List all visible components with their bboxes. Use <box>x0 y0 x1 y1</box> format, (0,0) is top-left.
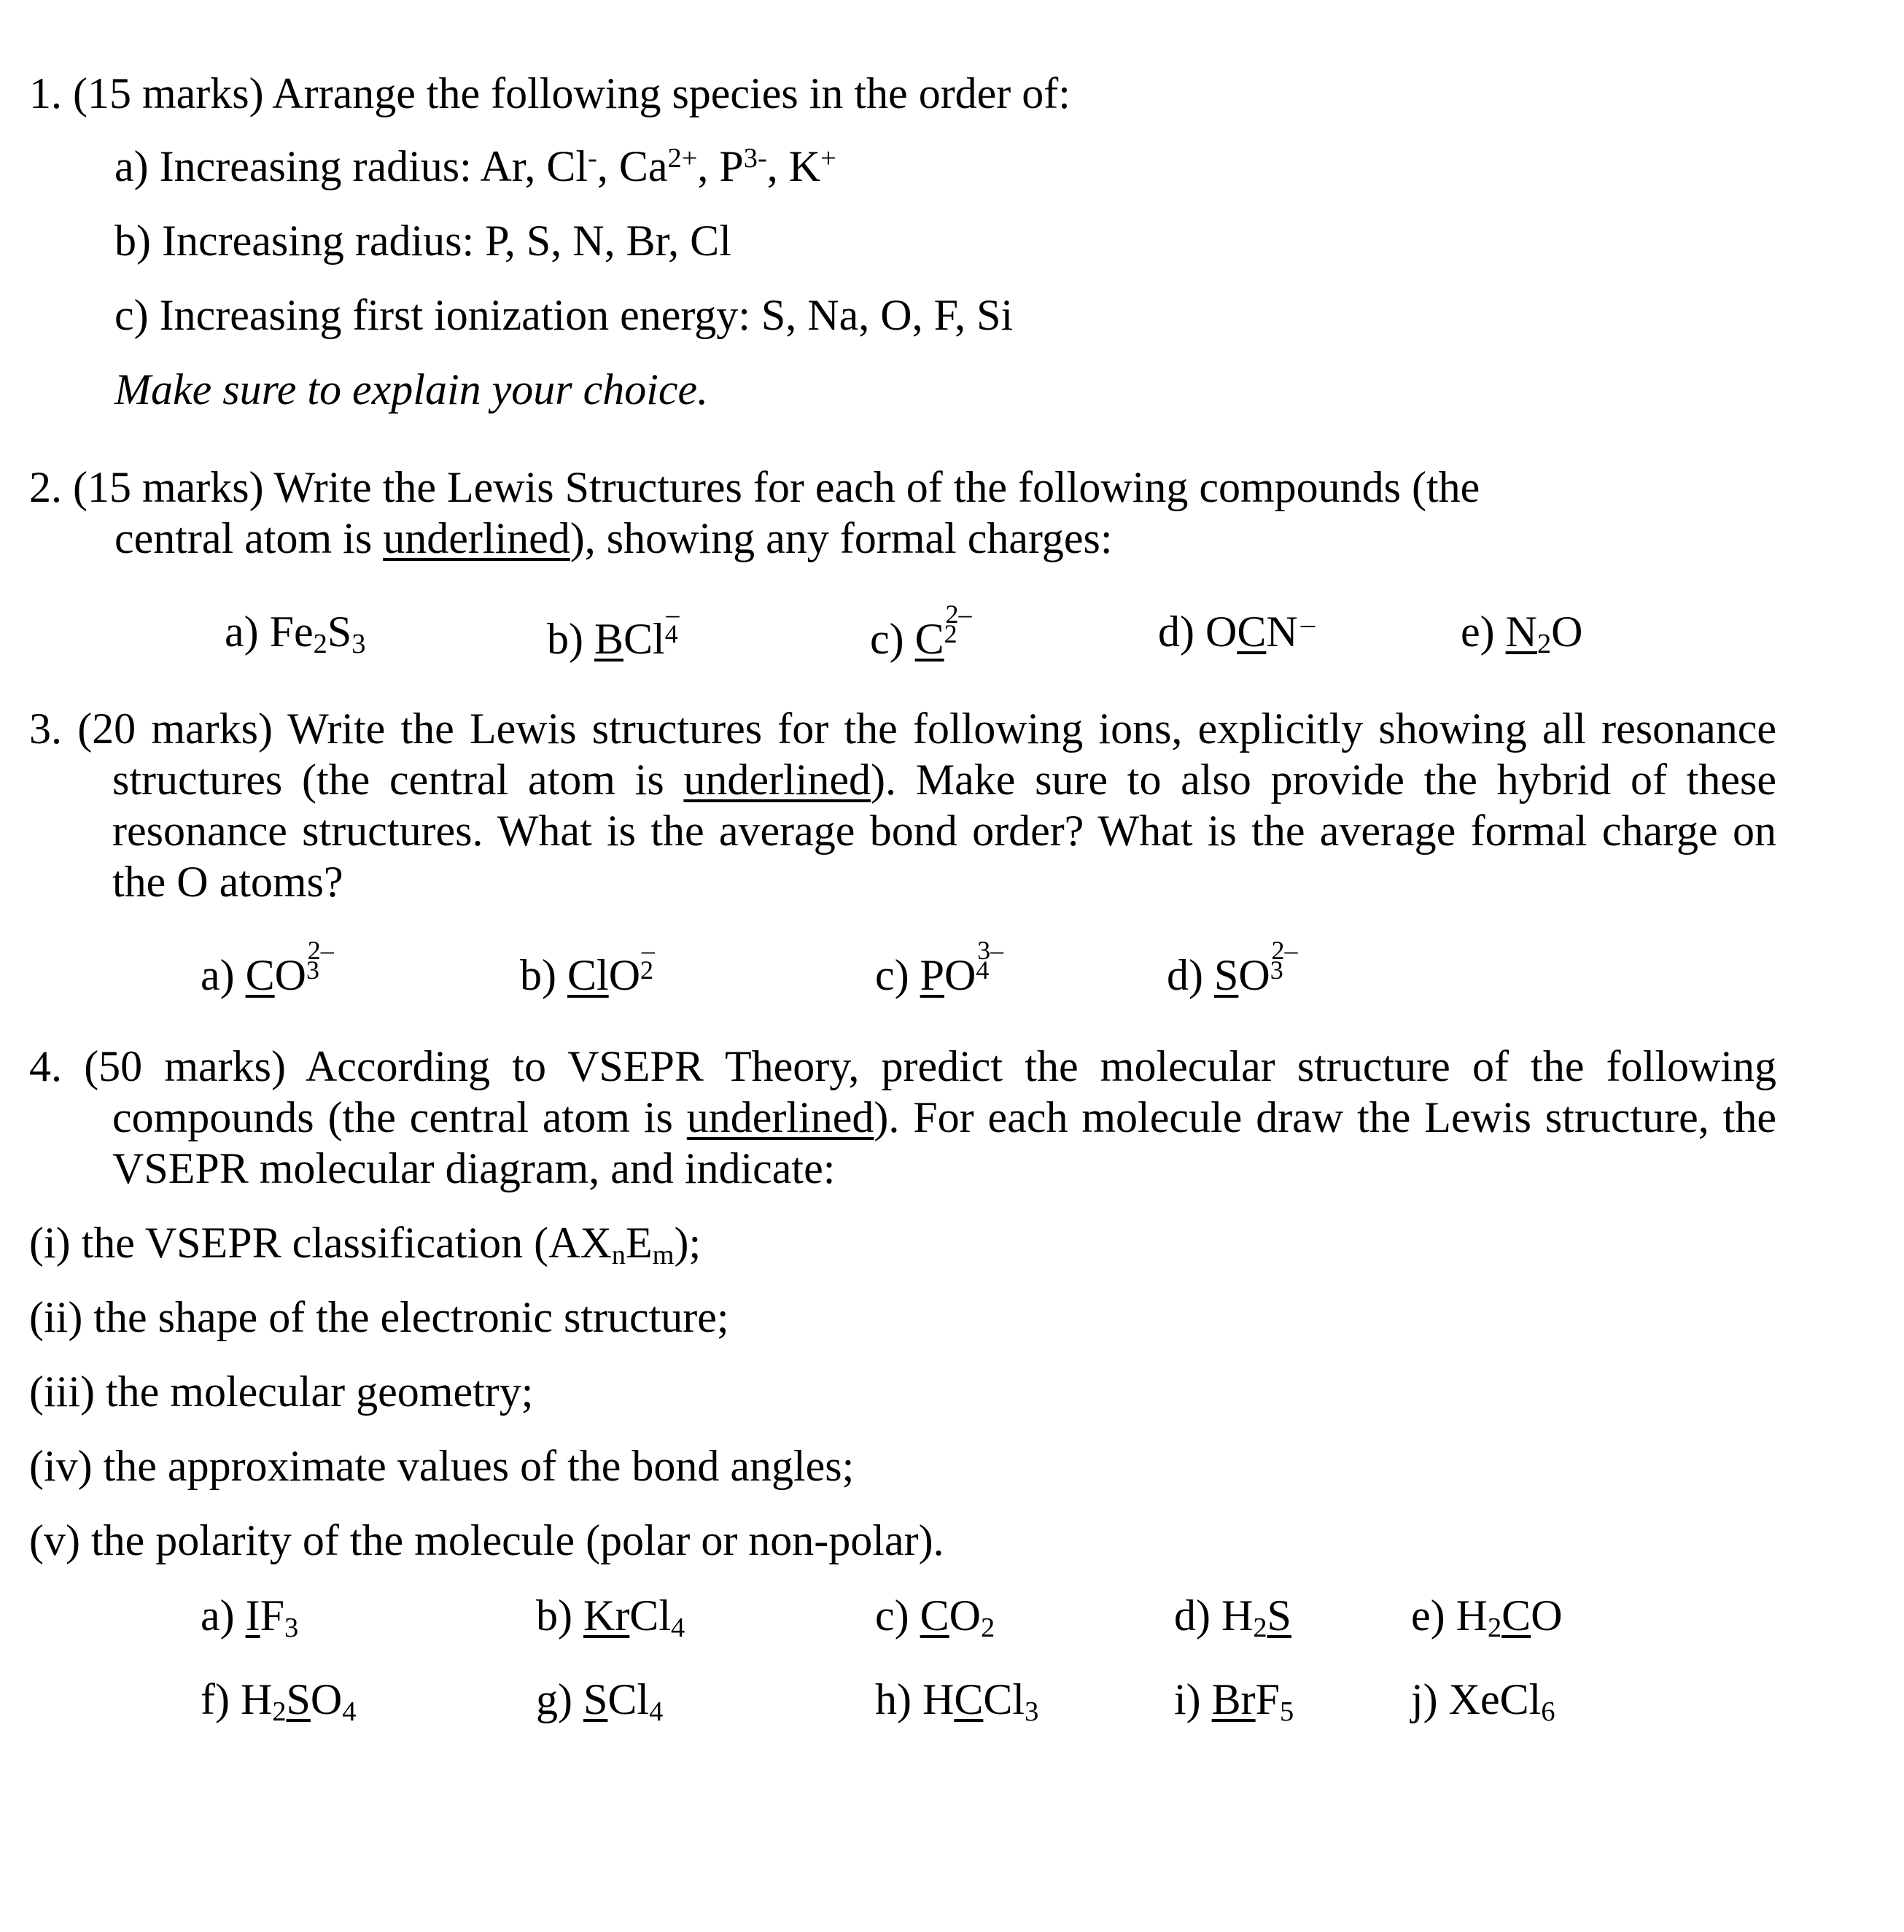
q3-item-a: a) CO 2– 3 <box>201 935 334 999</box>
q4-point-iv: (iv) the approximate values of the bond angles; <box>29 1442 855 1490</box>
q2-item-b: b) BCl – 4 <box>547 599 680 663</box>
q4-item-d: d) $H_2S$ <box>1174 1591 1291 1644</box>
q2-item-e: e) $N_2O$ <box>1461 608 1583 660</box>
q1-part-c: c) Increasing first ionization energy: S, Na, O, F, Si <box>114 291 1014 339</box>
q4-point-v: (v) the polarity of the molecule (polar or non-polar). <box>29 1516 944 1564</box>
q4-point-ii: (ii) the shape of the electronic structure; <box>29 1293 729 1341</box>
q2-item-d: d) OCN – <box>1158 608 1316 656</box>
q3-item-c: c) PO 3– 4 <box>875 935 1004 999</box>
q3-item-b: b) ClO – 2 <box>520 935 655 999</box>
q4-item-h: h) HCCl$_3$ <box>875 1675 1039 1728</box>
q4-text: 4. (50 marks) According to VSEPR Theory, predict the molecular structure of the following compounds (the central atom is underlined). For each molecule draw the Lewis structure, the VSEPR molecular diagram, and indicate: <box>29 1042 1776 1192</box>
q4-point-i: (i) the VSEPR classification $(AX_nE_m)$; <box>29 1219 702 1271</box>
q2-line1: 2. (15 marks) Write the Lewis Structures for each of the following compounds (the <box>29 463 1480 511</box>
q4-item-c: c) $CO_2$ <box>875 1591 995 1644</box>
q4-item-f: f) $H_2SO_4$ <box>201 1675 357 1728</box>
q1-part-b: b) Increasing radius: P, S, N, Br, Cl <box>114 217 731 265</box>
q2-item-a: a) $Fe_2S_3$ <box>225 608 366 660</box>
q4-item-b: b) KrCl$_4$ <box>536 1591 685 1644</box>
q4-point-iii: (iii) the molecular geometry; <box>29 1367 534 1416</box>
q1-part-a: a) Increasing radius: Ar, Cl-, $Ca^{2+}$, $P^{3-}$, K+ <box>114 142 836 190</box>
q4-item-a: a) $IF_3$ <box>201 1591 299 1644</box>
q3-item-d: d) SO 2– 3 <box>1167 935 1298 999</box>
q1-heading: 1. (15 marks) Arrange the following species in the order of: <box>29 69 1070 117</box>
q2-line2: central atom is underlined), showing any formal charges: <box>114 514 1113 562</box>
q2-item-c: c) C 2– 2 <box>870 599 972 663</box>
q4-item-i: i) BrF$_5$ <box>1174 1675 1294 1728</box>
q4-item-e: e) $H_2CO$ <box>1411 1591 1563 1644</box>
q3-text: 3. (20 marks) Write the Lewis structures for the following ions, explicitly showing all resonance structures (the central atom is underlined). Make sure to also provide the hybrid of these resonance structures. What is the average bond order? What is the average formal charge on the O atoms? <box>29 705 1776 906</box>
q4-item-g: g) SCl$_4$ <box>536 1675 664 1728</box>
q4-item-j: j) XeCl$_6$ <box>1411 1675 1555 1728</box>
q1-note: Make sure to explain your choice. <box>114 365 709 414</box>
